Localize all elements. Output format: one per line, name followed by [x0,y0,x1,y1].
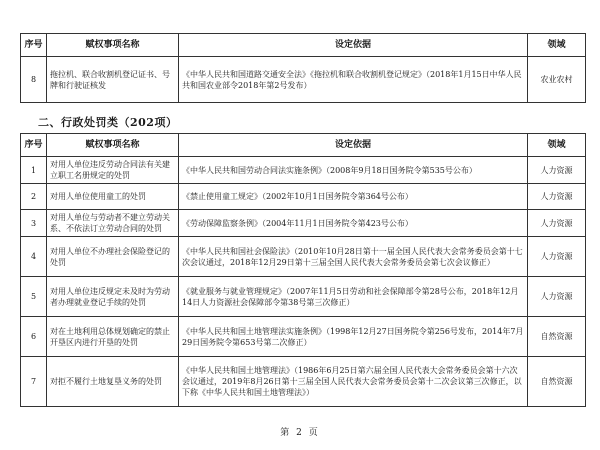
header-field: 领域 [528,34,586,57]
row-basis: 《劳动保障监察条例》（2004年11月1日国务院令第423号公布） [179,210,528,237]
row-basis: 《中华人民共和国道路交通安全法》《拖拉机和联合收割机登记规定》（2018年1月15日中华人民共和国农业部令2018年第2号发布） [179,57,528,103]
table-header-row [21,134,586,157]
row-no: 5 [21,277,47,317]
header-basis: 设定依据 [179,134,528,157]
row-name: 对用人单位不办理社会保险登记的处罚 [47,237,179,277]
row-no: 2 [21,184,47,210]
row-basis: 《就业服务与就业管理规定》（2007年11月5日劳动和社会保障部令第28号公布，2018年12月14日人力资源社会保障部令第38号第三次修正） [179,277,528,317]
row-basis: 《禁止使用童工规定》（2002年10月1日国务院令第364号公布） [179,184,528,210]
row-no: 1 [21,157,47,184]
table-row [21,157,586,184]
row-basis: 《中华人民共和国劳动合同法实施条例》（2008年9月18日国务院令第535号公布） [179,157,528,184]
section-heading: 二、行政处罚类（202项） [38,116,178,129]
row-field: 人力资源 [528,237,586,277]
row-field: 人力资源 [528,277,586,317]
table-row [21,277,586,317]
row-field: 人力资源 [528,210,586,237]
row-no: 8 [21,57,47,103]
table-row [21,357,586,407]
table-row [21,237,586,277]
row-field: 人力资源 [528,157,586,184]
table-header-row [21,34,586,57]
row-field: 自然资源 [528,357,586,407]
table-row [21,317,586,357]
page-number: 第 2 页 [280,428,320,438]
table-authorization [20,33,586,103]
row-name: 对用人单位与劳动者不建立劳动关系、不依法订立劳动合同的处罚 [47,210,179,237]
header-no: 序号 [21,134,47,157]
row-name: 对用人单位违反规定未及时为劳动者办理就业登记手续的处罚 [47,277,179,317]
row-field: 自然资源 [528,317,586,357]
row-name: 对在土地利用总体规划确定的禁止开垦区内进行开垦的处罚 [47,317,179,357]
row-field: 农业农村 [528,57,586,103]
header-no: 序号 [21,34,47,57]
table-row [21,57,586,103]
header-basis: 设定依据 [179,34,528,57]
row-no: 6 [21,317,47,357]
row-no: 4 [21,237,47,277]
row-no: 7 [21,357,47,407]
row-no: 3 [21,210,47,237]
row-name: 对拒不履行土地复垦义务的处罚 [47,357,179,407]
row-name: 拖拉机、联合收割机登记证书、号牌和行驶证核发 [47,57,179,103]
row-basis: 《中华人民共和国社会保险法》（2010年10月28日第十一届全国人民代表大会常务委员会第十七次会议通过，2018年12月29日第十三届全国人民代表大会常务委员会第七次会议修正） [179,237,528,277]
row-basis: 《中华人民共和国土地管理法实施条例》（1998年12月27日国务院令第256号发布，2014年7月29日国务院令第653号第二次修正） [179,317,528,357]
row-field: 人力资源 [528,184,586,210]
header-field: 领域 [528,134,586,157]
row-name: 对用人单位违反劳动合同法有关建立职工名册规定的处罚 [47,157,179,184]
table-penalties [20,133,586,407]
row-name: 对用人单位使用童工的处罚 [47,184,179,210]
row-basis: 《中华人民共和国土地管理法》（1986年6月25日第六届全国人民代表大会常务委员会第十六次会议通过，2019年8月26日第十三届全国人民代表大会常务委员会第十二次会议第三次修正，以下称《中华人民共和国土地管理法》） [179,357,528,407]
header-name: 赋权事项名称 [47,34,179,57]
header-name: 赋权事项名称 [47,134,179,157]
table-row [21,184,586,210]
table-row [21,210,586,237]
